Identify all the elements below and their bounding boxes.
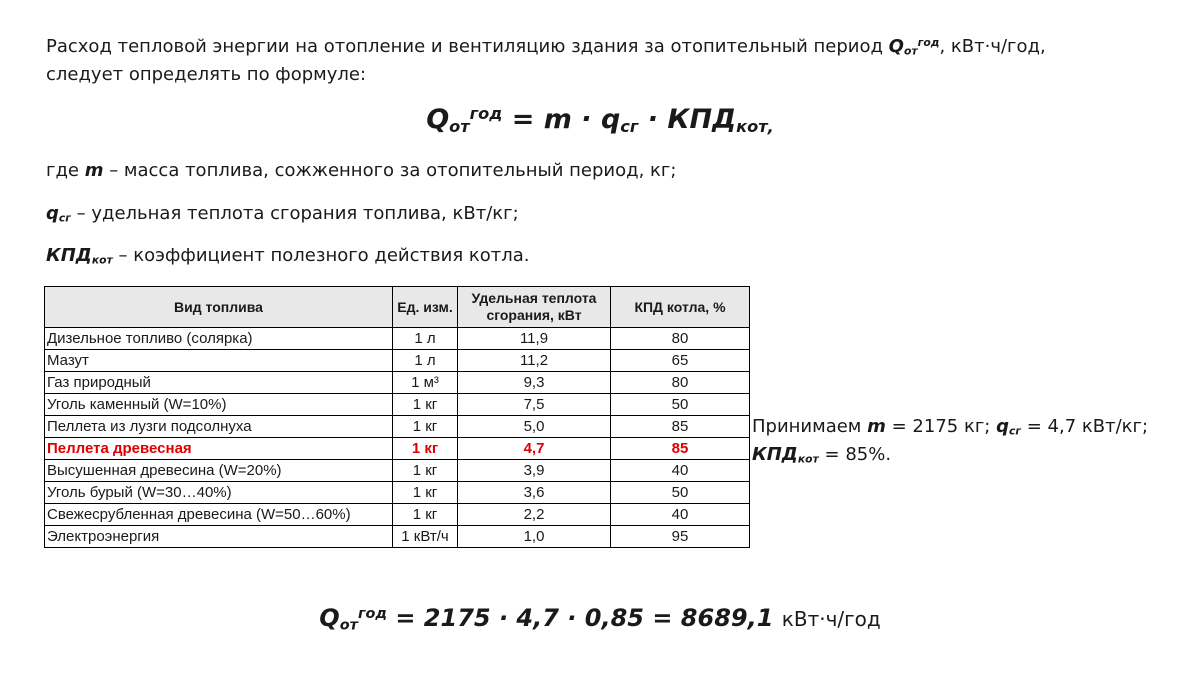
header-heat-value: Удельная теплота сгорания, кВт <box>458 287 611 328</box>
table-row: Уголь каменный (W=10%) 1 кг 7,5 50 <box>45 394 750 416</box>
q-symbol: $Q_{от}^{год}$ <box>888 36 940 58</box>
accepted-values-line-1: Принимаем m = 2175 кг; $q_{сг} = 4,7$ кВт/кг; <box>752 416 1149 438</box>
fuel-table <box>44 286 750 548</box>
table-header-row <box>45 287 750 328</box>
header-fuel-type: Вид топлива <box>45 287 393 328</box>
table-row: Свежесрубленная древесина (W=50…60%) 1 кг 2,2 40 <box>45 504 750 526</box>
result-formula: $Q_{от}^{год} = 2175 \cdot 4,7 \cdot 0,85 = 8689,1$ кВт·ч/год <box>319 604 881 634</box>
table-row: Газ природный 1 м³ 9,3 80 <box>45 372 750 394</box>
main-formula: $Q_{от}^{год} = m \cdot q_{сг} \cdot КПД_{кот,}$ <box>426 104 774 137</box>
definition-kpd: $КПД_{кот}$ – коэффициент полезного действия котла. <box>46 245 530 267</box>
table-row: Мазут 1 л 11,2 65 <box>45 350 750 372</box>
table-row: Дизельное топливо (солярка) 1 л 11,9 80 <box>45 328 750 350</box>
table-row: Высушенная древесина (W=20%) 1 кг 3,9 40 <box>45 460 750 482</box>
table-row: Пеллета из лузги подсолнуха 1 кг 5,0 85 <box>45 416 750 438</box>
intro-line-1: Расход тепловой энергии на отопление и вентиляцию здания за отопительный период $Q_{от}^{год}$, кВт·ч/год, <box>46 36 1046 58</box>
definition-m: где m – масса топлива, сожженного за отопительный период, кг; <box>46 160 677 181</box>
table-row: Уголь бурый (W=30…40%) 1 кг 3,6 50 <box>45 482 750 504</box>
header-efficiency: КПД котла, % <box>611 287 750 328</box>
accepted-values-line-2: $КПД_{кот} = 85\%$. <box>752 444 892 466</box>
table-row: Электроэнергия 1 кВт/ч 1,0 95 <box>45 526 750 548</box>
header-unit: Ед. изм. <box>393 287 458 328</box>
table-row-highlighted: Пеллета древесная 1 кг 4,7 85 <box>45 438 750 460</box>
intro-line-2: следует определять по формуле: <box>46 64 367 85</box>
definition-qsg: $q_{сг}$ – удельная теплота сгорания топлива, кВт/кг; <box>46 203 519 225</box>
